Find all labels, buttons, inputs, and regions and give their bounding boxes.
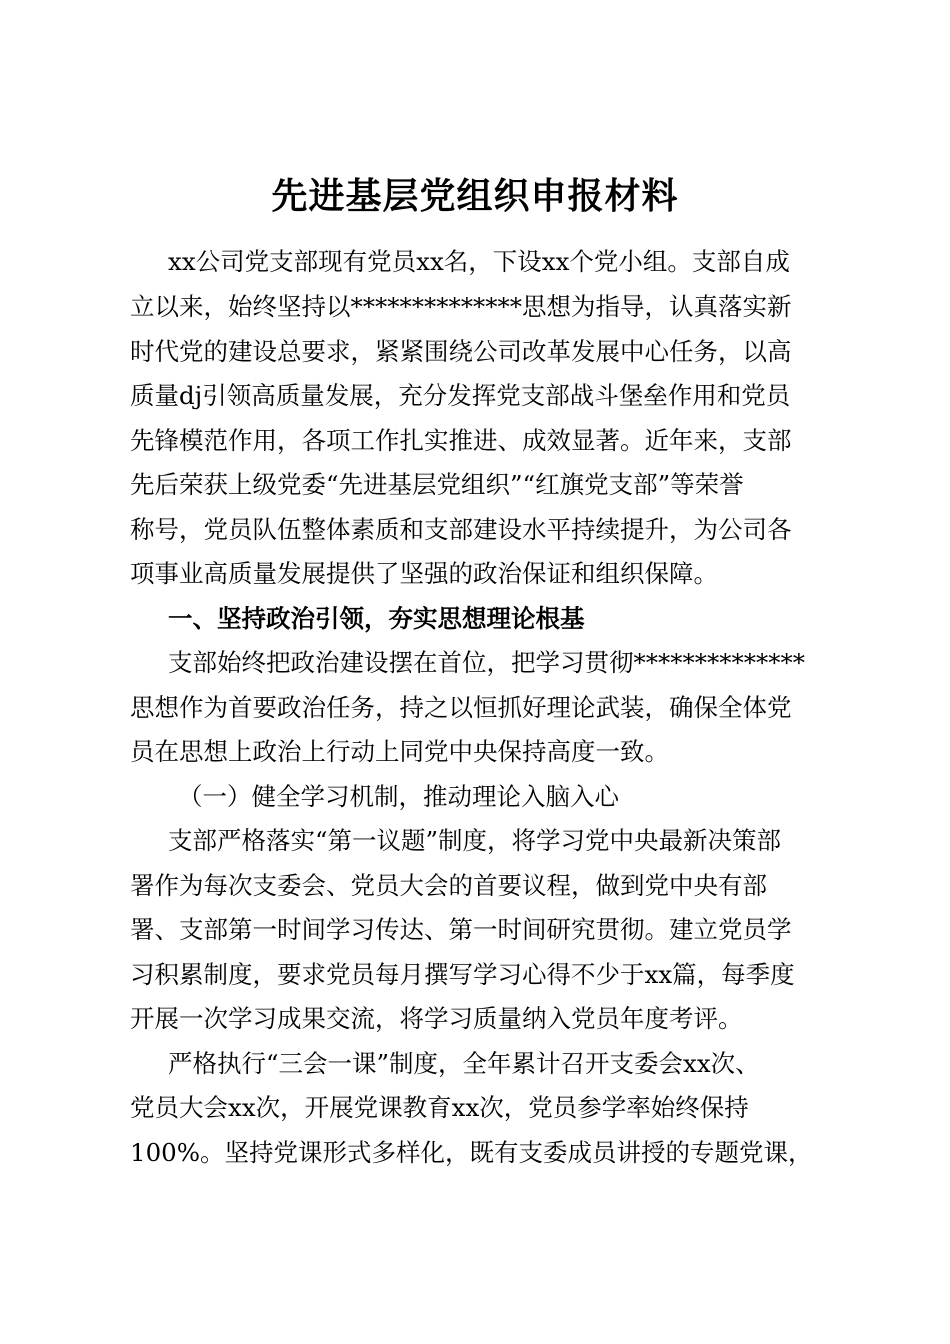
intro-line: xx公司党支部现有党员xx名，下设xx个党小组。支部自成 — [168, 247, 790, 276]
intro-line: 立以来，始终坚持以**************思想为指导，认真落实新 — [130, 292, 792, 321]
subsection-line: 署作为每次支委会、党员大会的首要议程，做到党中央有部 — [130, 871, 767, 900]
subsection-line: 署、支部第一时间学习传达、第一时间研究贯彻。建立党员学 — [130, 915, 792, 944]
subsection-line: 习积累制度，要求党员每月撰写学习心得不少于xx篇，每季度 — [130, 960, 795, 989]
subsection-line: 100%。坚持党课形式多样化，既有支委成员讲授的专题党课， — [130, 1138, 813, 1167]
subsection-line: 开展一次学习成果交流，将学习质量纳入党员年度考评。 — [130, 1004, 743, 1033]
section-line: 思想作为首要政治任务，持之以恒抓好理论武装，确保全体党 — [130, 693, 792, 722]
intro-line: 先锋模范作用，各项工作扎实推进、成效显著。近年来，支部 — [130, 426, 792, 455]
subsection-line: 党员大会xx次，开展党课教育xx次，党员参学率始终保持 — [130, 1093, 749, 1122]
subsection-heading: （一）健全学习机制，推动理论入脑入心 — [178, 782, 619, 811]
section-line: 支部始终把政治建设摆在首位，把学习贯彻************** — [168, 648, 805, 677]
subsection-line: 支部严格落实“第一议题”制度，将学习党中央最新决策部 — [168, 826, 782, 855]
subsection-line: 严格执行“三会一课”制度，全年累计召开支委会xx次、 — [168, 1049, 760, 1078]
intro-line: 称号，党员队伍整体素质和支部建设水平持续提升，为公司各 — [130, 515, 792, 544]
section-heading: 一、坚持政治引领，夯实思想理论根基 — [168, 604, 585, 633]
document-title: 先进基层党组织申报材料 — [271, 175, 679, 217]
intro-line: 项事业高质量发展提供了坚强的政治保证和组织保障。 — [130, 559, 718, 588]
intro-line: 质量dj引领高质量发展，充分发挥党支部战斗堡垒作用和党员 — [130, 381, 791, 410]
intro-line: 时代党的建设总要求，紧紧围绕公司改革发展中心任务，以高 — [130, 337, 792, 366]
section-line: 员在思想上政治上行动上同党中央保持高度一致。 — [130, 737, 669, 766]
intro-line: 先后荣获上级党委“先进基层党组织”“红旗党支部”等荣誉 — [130, 470, 744, 499]
